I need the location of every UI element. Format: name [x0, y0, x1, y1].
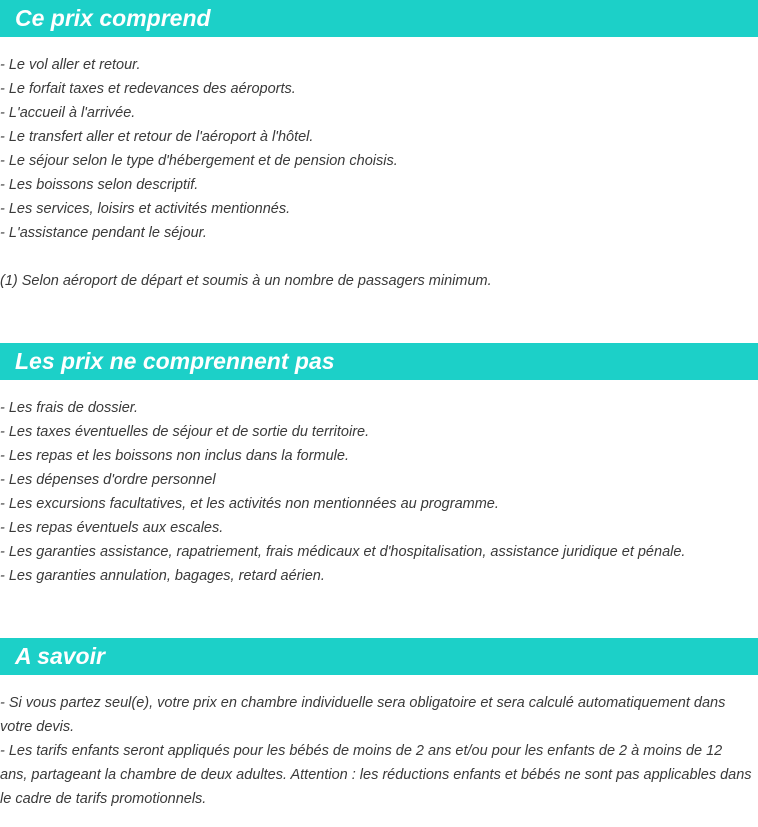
list-item: - Les boissons selon descriptif.: [0, 177, 199, 193]
list-item: - Le séjour selon le type d'hébergement et de pension choisis.: [0, 153, 398, 169]
list-item: - L'accueil à l'arrivée.: [0, 105, 136, 121]
info-paragraph-children: - Les tarifs enfants seront appliqués pour les bébés de moins de 2 ans et/ou pour les enfants de 2 à moins de 12 ans, partageant la chambre de deux adultes. Attention : les réductions enfants et bébés ne sont pas applicables dans le cadre de tarifs promotionnels.: [0, 743, 752, 807]
list-item: - Les excursions facultatives, et les activités non mentionnées au programme.: [0, 496, 499, 512]
list-item: - L'assistance pendant le séjour.: [0, 225, 207, 241]
section-header-included: Ce prix comprend: [0, 0, 758, 37]
excluded-list: [0, 396, 758, 588]
list-item: - Les garanties annulation, bagages, retard aérien.: [0, 568, 325, 584]
list-item: - Les taxes éventuelles de séjour et de sortie du territoire.: [0, 424, 370, 440]
list-item: - Le transfert aller et retour de l'aéroport à l'hôtel.: [0, 129, 314, 145]
list-item: - Les repas éventuels aux escales.: [0, 520, 224, 536]
included-list: [0, 53, 758, 245]
list-item: - Les dépenses d'ordre personnel: [0, 472, 216, 488]
list-item: - Les repas et les boissons non inclus dans la formule.: [0, 448, 349, 464]
info-paragraph-solo: - Si vous partez seul(e), votre prix en chambre individuelle sera obligatoire et sera calculé automatiquement dans votre devis.: [0, 695, 726, 735]
info-block: [0, 691, 758, 811]
section-header-info: A savoir: [0, 638, 758, 675]
section-header-excluded: Les prix ne comprennent pas: [0, 343, 758, 380]
list-item: - Les garanties assistance, rapatriement, frais médicaux et d'hospitalisation, assistance juridique et pénale.: [0, 544, 686, 560]
footnote: (1) Selon aéroport de départ et soumis à un nombre de passagers minimum.: [0, 273, 492, 289]
list-item: - Les services, loisirs et activités mentionnés.: [0, 201, 291, 217]
list-item: - Le vol aller et retour.: [0, 57, 141, 73]
list-item: - Les frais de dossier.: [0, 400, 139, 416]
list-item: - Le forfait taxes et redevances des aéroports.: [0, 81, 296, 97]
